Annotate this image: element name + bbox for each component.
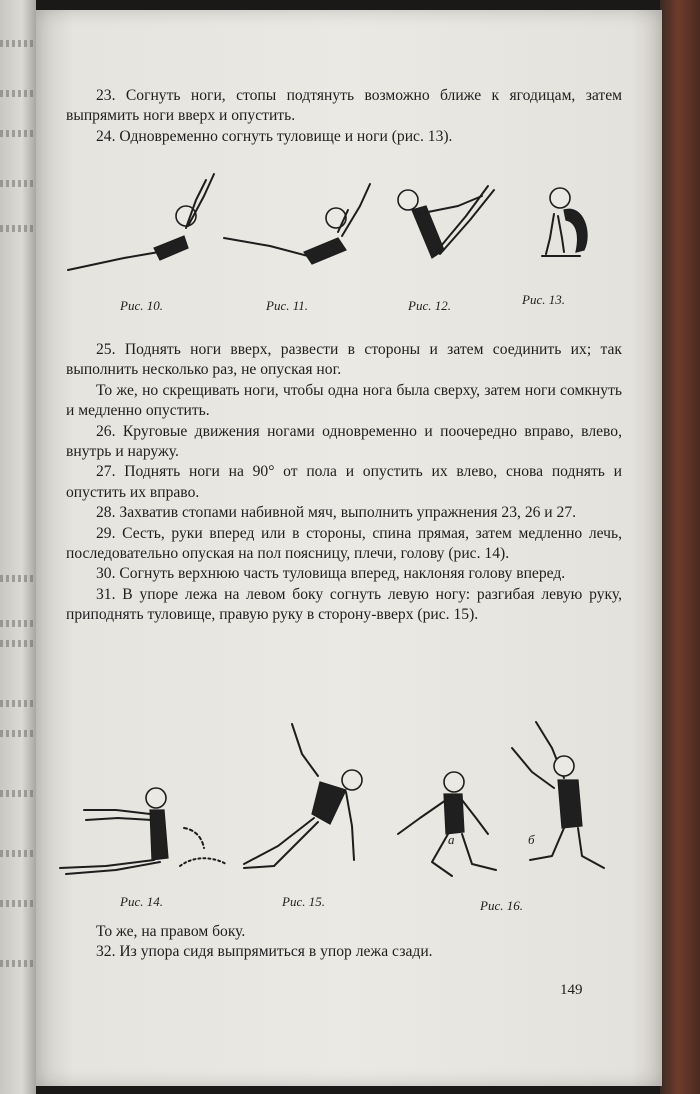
figure-11-drawing bbox=[220, 166, 380, 276]
page-number: 149 bbox=[560, 982, 583, 998]
figure-12-drawing bbox=[382, 166, 502, 276]
paragraph-32: 32. Из упора сидя выпрямиться в упор лежа сзади. bbox=[96, 943, 433, 961]
figure-16a bbox=[392, 758, 502, 888]
figure-16b bbox=[502, 718, 612, 888]
paragraph-27: 27. Поднять ноги на 90° от пола и опустить их влево, снова поднять и опустить их вправо. bbox=[66, 463, 622, 501]
figure-10 bbox=[64, 166, 224, 276]
book-page bbox=[36, 10, 662, 1086]
paragraph-25: 25. Поднять ноги вверх, развести в стороны и затем соединить их; так выполнить несколько раз, не опуская ног. bbox=[66, 341, 622, 379]
figure-11 bbox=[220, 166, 380, 276]
figure-10-drawing bbox=[64, 166, 224, 276]
paragraph-28: 28. Захватив стопами набивной мяч, выполнить упражнения 23, 26 и 27. bbox=[96, 504, 577, 522]
text-block-middle bbox=[66, 340, 622, 626]
text-block-top bbox=[66, 86, 622, 147]
figure-16a-drawing bbox=[392, 758, 502, 888]
figure-row-2 bbox=[56, 718, 646, 918]
caption-fig-10: Рис. 10. bbox=[120, 298, 163, 313]
figure-13-drawing bbox=[536, 176, 606, 266]
caption-fig-13: Рис. 13. bbox=[522, 292, 565, 307]
figure-16-label-a: а bbox=[448, 832, 455, 847]
figure-14-drawing bbox=[56, 758, 256, 888]
text-block-bottom bbox=[66, 922, 622, 963]
caption-fig-16: Рис. 16. bbox=[480, 898, 523, 913]
figure-13 bbox=[536, 176, 606, 266]
paragraph-23: 23. Согнуть ноги, стопы подтянуть возможно ближе к ягодицам, затем выпрямить ноги вверх и опустить. bbox=[66, 87, 622, 125]
paragraph-26: 26. Круговые движения ногами одновременно и поочередно вправо, влево, внутрь и наружу. bbox=[66, 422, 622, 461]
caption-fig-15: Рис. 15. bbox=[282, 894, 325, 909]
paragraph-29: 29. Сесть, руки вперед или в стороны, спина прямая, затем медленно лечь, последовательно опуская на пол поясницу, плечи, голову (рис. 14). bbox=[66, 524, 622, 563]
figure-row-1 bbox=[56, 166, 646, 326]
figure-15-drawing bbox=[234, 718, 394, 888]
paragraph-30: 30. Согнуть верхнюю часть туловища вперед, наклоняя голову вперед. bbox=[96, 565, 566, 583]
adjacent-page-edge bbox=[0, 0, 36, 1094]
figure-16b-drawing bbox=[502, 718, 612, 888]
book-binding bbox=[660, 0, 700, 1094]
paragraph-25-variant: То же, но скрещивать ноги, чтобы одна нога была сверху, затем ноги сомкнуть и медленно опустить. bbox=[66, 381, 622, 420]
caption-fig-14: Рис. 14. bbox=[120, 894, 163, 909]
figure-16-label-b: б bbox=[528, 832, 535, 847]
paragraph-31: 31. В упоре лежа на левом боку согнуть левую ногу: разгибая левую руку, приподнять туловище, правую руку в сторону-вверх (рис. 15). bbox=[66, 585, 622, 624]
paragraph-24: 24. Одновременно согнуть туловище и ноги (рис. 13). bbox=[96, 127, 453, 145]
caption-fig-11: Рис. 11. bbox=[266, 298, 308, 313]
figure-14 bbox=[56, 758, 256, 888]
caption-fig-12: Рис. 12. bbox=[408, 298, 451, 313]
paragraph-31-variant: То же, на правом боку. bbox=[96, 923, 246, 940]
figure-12 bbox=[382, 166, 502, 276]
figure-15 bbox=[234, 718, 394, 888]
